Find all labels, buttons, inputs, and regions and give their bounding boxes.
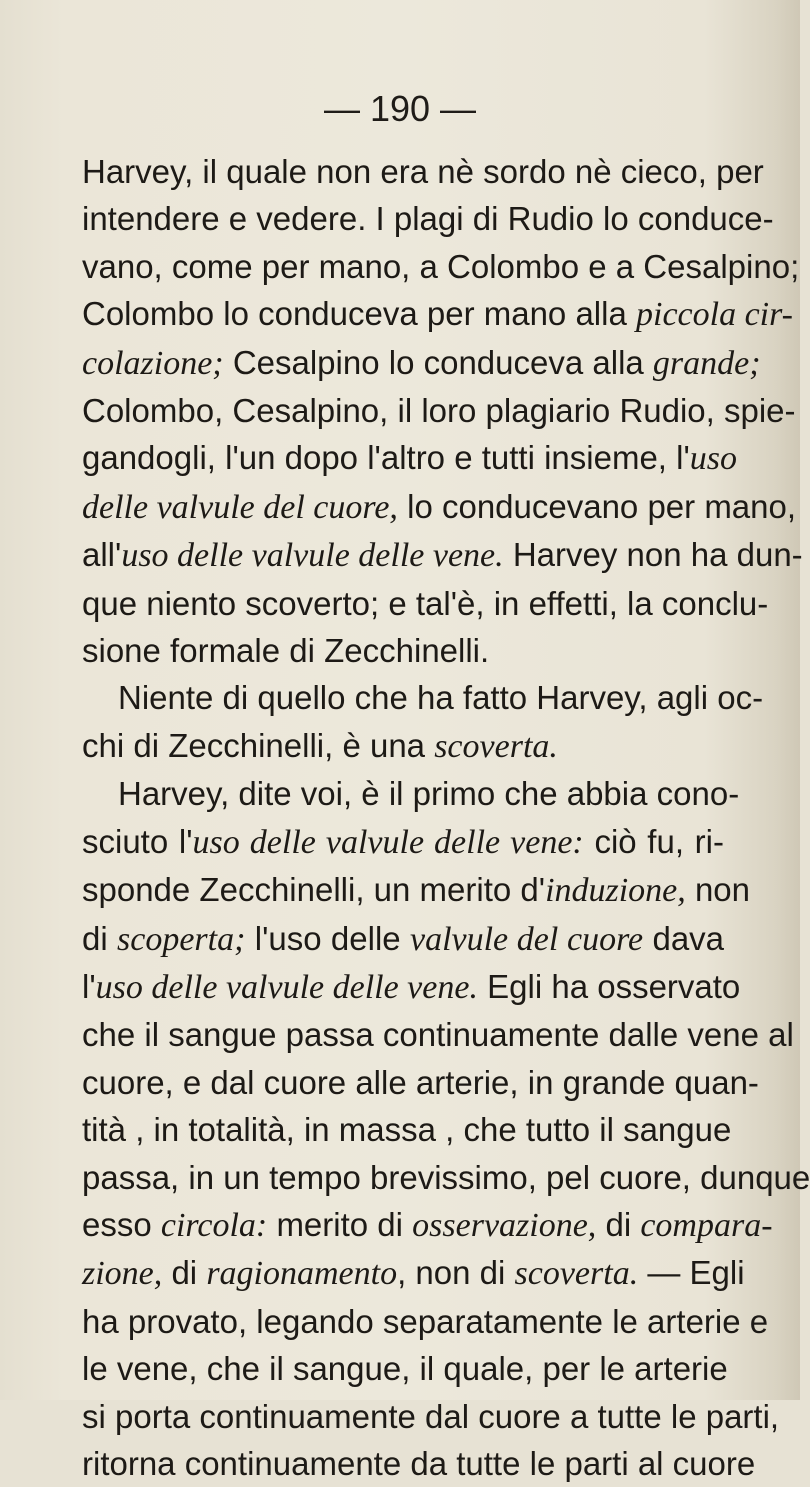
body-text: [82, 148, 810, 1487]
text-line: si porta continuamente dal cuore a tutte le parti,: [82, 1397, 780, 1435]
text-line: gandogli, l'un dopo l'altro e tutti insieme, l'uso: [82, 439, 737, 478]
text-line: sponde Zecchinelli, un merito d'induzione, non: [82, 871, 751, 910]
text-line: Niente di quello che ha fatto Harvey, agli oc-: [118, 679, 764, 717]
text-line: di scoperta; l'uso delle valvule del cuore dava: [82, 919, 725, 958]
text-line: Harvey, il quale non era nè sordo nè cieco, per: [82, 153, 764, 190]
text-line: all'uso delle valvule delle vene. Harvey non ha dun-: [82, 536, 803, 575]
text-line: cuore, e dal cuore alle arterie, in grande quan-: [82, 1063, 759, 1101]
text-line: le vene, che il sangue, il quale, per le arterie: [82, 1350, 728, 1388]
text-line: colazione; Cesalpino lo conduceva alla grande;: [82, 343, 761, 382]
text-line: Colombo lo conduceva per mano alla piccola cir-: [82, 295, 793, 334]
text-line: tità , in totalità, in massa , che tutto il sangue: [82, 1111, 732, 1149]
text-line: Harvey, dite voi, è il primo che abbia cono-: [118, 775, 740, 813]
text-line: vano, come per mano, a Colombo e a Cesalpino;: [82, 247, 800, 285]
text-line: delle valvule del cuore, lo conducevano per mano,: [82, 487, 797, 526]
text-line: Colombo, Cesalpino, il loro plagiario Rudio, spie-: [82, 392, 796, 430]
text-line: passa, in un tempo brevissimo, pel cuore, dunque: [82, 1158, 810, 1196]
text-line: che il sangue passa continuamente dalle vene al: [82, 1016, 794, 1054]
text-line: l'uso delle valvule delle vene. Egli ha osservato: [82, 967, 741, 1006]
text-line: intendere e vedere. I plagi di Rudio lo conduce-: [82, 200, 774, 238]
text-line: sione formale di Zecchinelli.: [82, 632, 490, 670]
page-number: — 190 —: [323, 88, 477, 129]
text-line: chi di Zecchinelli, è una scoverta.: [82, 726, 558, 765]
text-line: zione, di ragionamento, non di scoverta. — Egli: [82, 1254, 745, 1293]
text-line: ha provato, legando separatamente le arterie e: [82, 1302, 769, 1340]
text-line: esso circola: merito di osservazione, di compara-: [82, 1205, 773, 1244]
text-line: sciuto l'uso delle valvule delle vene: ciò fu, ri-: [82, 822, 724, 861]
text-line: ritorna continuamente da tutte le parti al cuore: [82, 1444, 756, 1482]
text-line: que niento scoverto; e tal'è, in effetti, la conclu-: [82, 584, 769, 622]
